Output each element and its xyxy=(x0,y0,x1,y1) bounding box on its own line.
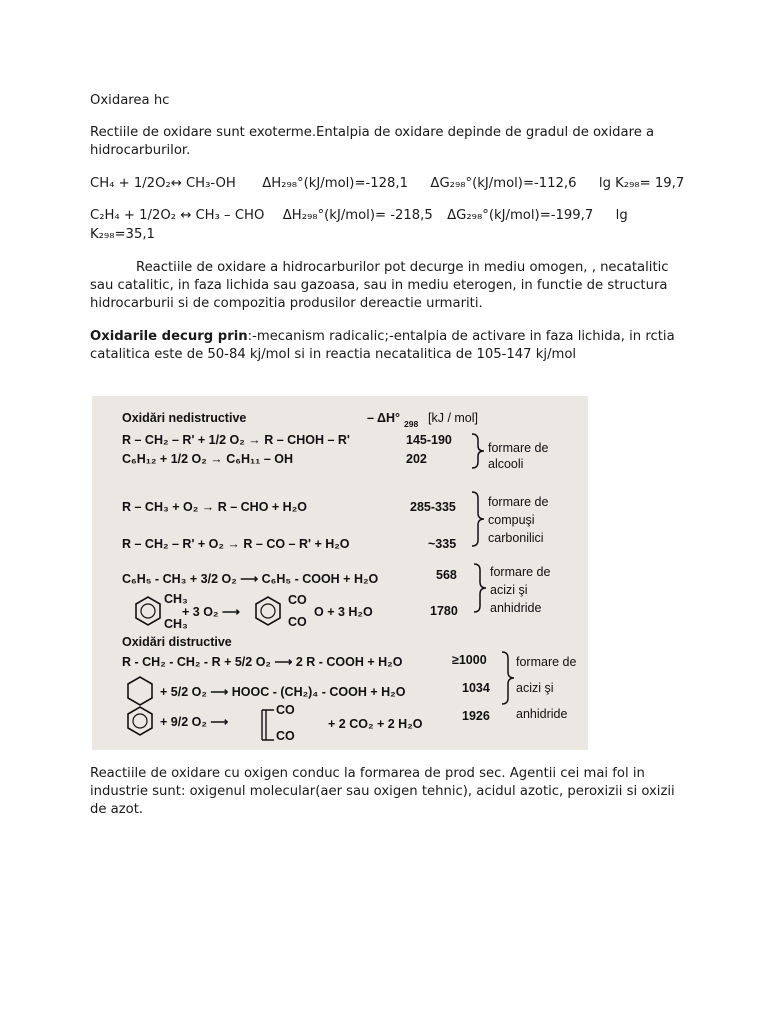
equation-2 xyxy=(90,207,690,225)
fig-header-dh: – ΔH° xyxy=(367,411,400,425)
group-label: acizi şi xyxy=(490,583,528,597)
fig-row-eq: + 3 O₂ ⟶ xyxy=(182,605,240,619)
phthalic-ring-icon xyxy=(256,597,280,625)
paragraph-mecanism xyxy=(90,328,690,364)
doc-title: Oxidarea hc xyxy=(90,93,170,108)
figure-svg xyxy=(92,396,588,750)
carbonyl-label: CO xyxy=(276,703,295,717)
group-label: carbonilici xyxy=(488,531,544,545)
eq1-dg: ΔG₂₉₈°(kJ/mol)=-112,6 xyxy=(430,176,577,191)
eq2-reaction: C₂H₄ + 1/2O₂ ↔ CH₃ – CHO xyxy=(90,208,265,223)
fig-row-value: 568 xyxy=(436,568,457,582)
fig-row-eq: C₆H₅ - CH₃ + 3/2 O₂ ⟶ C₆H₅ - COOH + H₂O xyxy=(122,572,379,586)
fig-subheader: Oxidări distructive xyxy=(122,635,232,649)
aromatic-circle-icon xyxy=(141,604,155,618)
methyl-label: CH₃ xyxy=(164,592,188,606)
brace xyxy=(472,492,484,546)
intro-paragraph: Rectiile de oxidare sunt exoterme.Entalpia de oxidare depinde de gradul de oxidare a hidrocarburilor. xyxy=(90,125,655,158)
anhydride-products: O + 3 H₂O xyxy=(314,605,373,619)
fig-header-unit: [kJ / mol] xyxy=(428,411,479,425)
aromatic-circle-icon xyxy=(261,604,275,618)
fig-row-eq: R – CH₂ – R' + 1/2 O₂ → R – CHOH – R' xyxy=(122,433,350,447)
group-label: acizi şi xyxy=(516,681,554,695)
group-label: formare de xyxy=(516,655,577,669)
cyclohexane-ring-icon xyxy=(128,677,152,705)
carbonyl-label: CO xyxy=(288,593,307,607)
paragraph-agenti: Reactiile de oxidare cu oxigen conduc la formarea de prod sec. Agentii cei mai fol in industrie sunt: oxigenul molecular(aer sau oxigen tehnic), acidul azotic, peroxizii si oxizii de azot. xyxy=(90,766,675,817)
fig-header-dh-sub: 298 xyxy=(404,419,419,429)
eq2-dh: ΔH₂₉₈°(kJ/mol)= -218,5 xyxy=(282,208,433,223)
carbonyl-label: CO xyxy=(276,729,295,743)
fig-row-value: 1034 xyxy=(462,681,490,695)
group-label: alcooli xyxy=(488,457,524,471)
fig-header-left: Oxidări nedistructive xyxy=(122,411,247,425)
fig-row-eq: + 9/2 O₂ ⟶ xyxy=(160,715,229,729)
oxidation-table-figure xyxy=(92,396,588,750)
brace xyxy=(472,434,484,468)
group-label: formare de xyxy=(488,495,549,509)
fig-row-value: 202 xyxy=(406,452,427,466)
fig-row-eq: C₆H₁₂ + 1/2 O₂ → C₆H₁₁ – OH xyxy=(122,452,293,466)
fig-row-eq: R - CH₂ - CH₂ - R + 5/2 O₂ ⟶ 2 R - COOH + H₂O xyxy=(122,655,403,669)
aromatic-circle-icon xyxy=(133,714,147,728)
eq1-reaction: CH₄ + 1/2O₂↔ CH₃-OH xyxy=(90,176,236,191)
equation-2-continued: K₂₉₈=35,1 xyxy=(90,227,155,242)
group-label: formare de xyxy=(490,565,551,579)
paragraph-mediu: Reactiile de oxidare a hidrocarburilor pot decurge in mediu omogen, , necatalitic sau catalitic, in faza lichida sau gazoasa, sau in mediu eterogen, in functie de structura hidrocarburii si de compozitia produsilor dereactie urmariti. xyxy=(90,260,669,311)
group-label: anhidride xyxy=(516,707,568,721)
fig-row-eq: R – CH₃ + O₂ → R – CHO + H₂O xyxy=(122,500,307,514)
maleic-anhydride-icon xyxy=(262,710,274,740)
fig-row-eq: + 5/2 O₂ ⟶ HOOC - (CH₂)₄ - COOH + H₂O xyxy=(160,685,406,699)
group-label: formare de xyxy=(488,441,549,455)
fig-row-value: 145-190 xyxy=(406,433,452,447)
fig-row-value: 285-335 xyxy=(410,500,456,514)
brace xyxy=(474,564,486,612)
mecanism-bold-lead: Oxidarile decurg prin xyxy=(90,329,248,344)
brace xyxy=(502,652,514,704)
fig-row-value: ~335 xyxy=(428,537,457,551)
mecanism-text: :-mecanism radicalic;-entalpia de activare in faza lichida, in rctia catalitica este de 50-84 kj/mol si in reactia necatalitica de 105-147 kj/mol xyxy=(90,329,675,362)
equation-1 xyxy=(90,175,690,193)
benzene-ring-icon xyxy=(128,707,152,735)
eq2-lgk: lg xyxy=(615,208,628,223)
eq2-dg: ΔG₂₉₈°(kJ/mol)=-199,7 xyxy=(447,208,594,223)
group-label: compuşi xyxy=(488,513,535,527)
fig-row-eq: R – CH₂ – R' + O₂ → R – CO – R' + H₂O xyxy=(122,537,350,551)
eq1-dh: ΔH₂₉₈°(kJ/mol)=-128,1 xyxy=(262,176,409,191)
co2-products: + 2 CO₂ + 2 H₂O xyxy=(328,717,423,731)
carbonyl-label: CO xyxy=(288,615,307,629)
methyl-label: CH₃ xyxy=(164,617,188,631)
eq1-lgk: lg K₂₉₈= 19,7 xyxy=(598,176,685,191)
xylene-ring-icon xyxy=(136,597,160,625)
fig-row-value: 1780 xyxy=(430,604,458,618)
fig-row-value: 1926 xyxy=(462,709,490,723)
fig-row-value: ≥1000 xyxy=(452,653,487,667)
group-label: anhidride xyxy=(490,601,542,615)
